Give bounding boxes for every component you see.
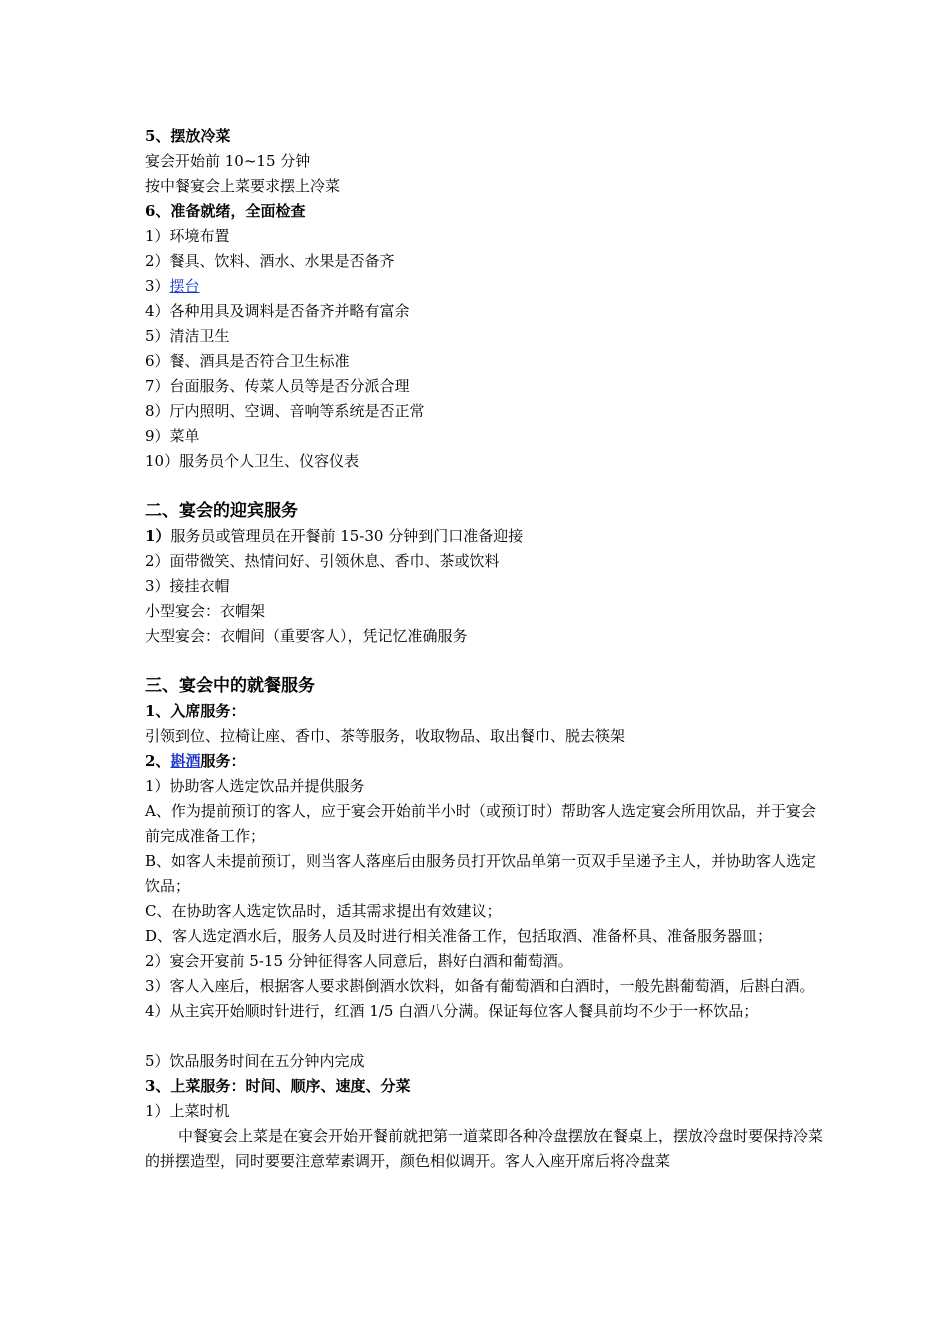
subsection-title-seating: 1、入席服务： xyxy=(145,702,246,720)
list-item: 9）菜单 xyxy=(145,427,200,445)
document-page xyxy=(145,124,825,1174)
list-item-text: 服务员或管理员在开餐前 15-30 分钟到门口准备迎接 xyxy=(170,527,524,545)
text-line: 1）上菜时机 xyxy=(145,1102,230,1120)
table-setting-link[interactable]: 摆台 xyxy=(169,277,200,295)
paragraph: B、如客人未提前预订，则当客人落座后由服务员打开饮品单第一页双手呈递予主人，并协助客人选定饮品； xyxy=(145,852,817,895)
list-item: 4）各种用具及调料是否备齐并略有富余 xyxy=(145,302,410,320)
pour-wine-link[interactable]: 斟酒 xyxy=(170,752,201,770)
text-line: 宴会开始前 10~15 分钟 xyxy=(145,152,311,170)
list-item: 1）环境布置 xyxy=(145,227,230,245)
list-item: 2）餐具、饮料、酒水、水果是否备齐 xyxy=(145,252,395,270)
subsection-title-serving: 3、上菜服务：时间、顺序、速度、分菜 xyxy=(145,1077,411,1095)
subsection-number: 2、 xyxy=(145,752,171,770)
paragraph: D、客人选定酒水后，服务人员及时进行相关准备工作，包括取酒、准备杯具、准备服务器皿； xyxy=(145,927,773,945)
text-line: 3）接挂衣帽 xyxy=(145,577,230,595)
list-item: 6）餐、酒具是否符合卫生标准 xyxy=(145,352,350,370)
section-heading-dining-service: 三、宴会中的就餐服务 xyxy=(145,676,315,696)
text-line: 2）面带微笑、热情问好、引领休息、香巾、茶或饮料 xyxy=(145,552,500,570)
paragraph: A、作为提前预订的客人，应于宴会开始前半小时（或预订时）帮助客人选定宴会所用饮品，并于宴会前完成准备工作； xyxy=(145,802,816,845)
list-item: 5）清洁卫生 xyxy=(145,327,230,345)
paragraph: 中餐宴会上菜是在宴会开始开餐前就把第一道菜即各种冷盘摆放在餐桌上，摆放冷盘时要保持冷菜的拼摆造型，同时要要注意荤素调开，颜色相似调开。客人入座开席后将冷盘菜 xyxy=(145,1127,824,1170)
text-line xyxy=(145,524,825,549)
text-line: 大型宴会：衣帽间（重要客人），凭记忆准确服务 xyxy=(145,627,468,645)
spacer xyxy=(145,649,825,674)
list-item: 10）服务员个人卫生、仪容仪表 xyxy=(145,452,360,470)
section-heading-welcome: 二、宴会的迎宾服务 xyxy=(145,501,298,521)
text-line: C、在协助客人选定饮品时，适其需求提出有效建议； xyxy=(145,902,502,920)
text-line: 4）从主宾开始顺时针进行，红酒 1/5 白酒八分满。保证每位客人餐具前均不少于一杯饮品； xyxy=(145,1002,759,1020)
list-item: 8）厅内照明、空调、音响等系统是否正常 xyxy=(145,402,425,420)
text-line: 按中餐宴会上菜要求摆上冷菜 xyxy=(145,177,341,195)
list-item xyxy=(145,274,825,299)
text-line: 小型宴会：衣帽架 xyxy=(145,602,266,620)
paragraph: 3）客人入座后，根据客人要求斟倒酒水饮料，如备有葡萄酒和白酒时，一般先斟葡萄酒，后斟白酒。 xyxy=(145,977,815,995)
list-item-number: 3） xyxy=(145,277,170,295)
text-line: 5）饮品服务时间在五分钟内完成 xyxy=(145,1052,365,1070)
section-title-final-check: 6、准备就绪，全面检查 xyxy=(145,202,306,220)
text-line: 2）宴会开宴前 5-15 分钟征得客人同意后，斟好白酒和葡萄酒。 xyxy=(145,952,573,970)
spacer xyxy=(145,1024,825,1049)
list-item-number: 1） xyxy=(145,527,171,545)
subsection-title-wine-service xyxy=(145,749,825,774)
spacer xyxy=(145,474,825,499)
list-item: 7）台面服务、传菜人员等是否分派合理 xyxy=(145,377,410,395)
text-line: 1）协助客人选定饮品并提供服务 xyxy=(145,777,365,795)
section-title-cold-dishes: 5、摆放冷菜 xyxy=(145,127,231,145)
subsection-suffix: 服务： xyxy=(200,752,246,770)
text-line: 引领到位、拉椅让座、香巾、茶等服务，收取物品、取出餐巾、脱去筷架 xyxy=(145,727,626,745)
